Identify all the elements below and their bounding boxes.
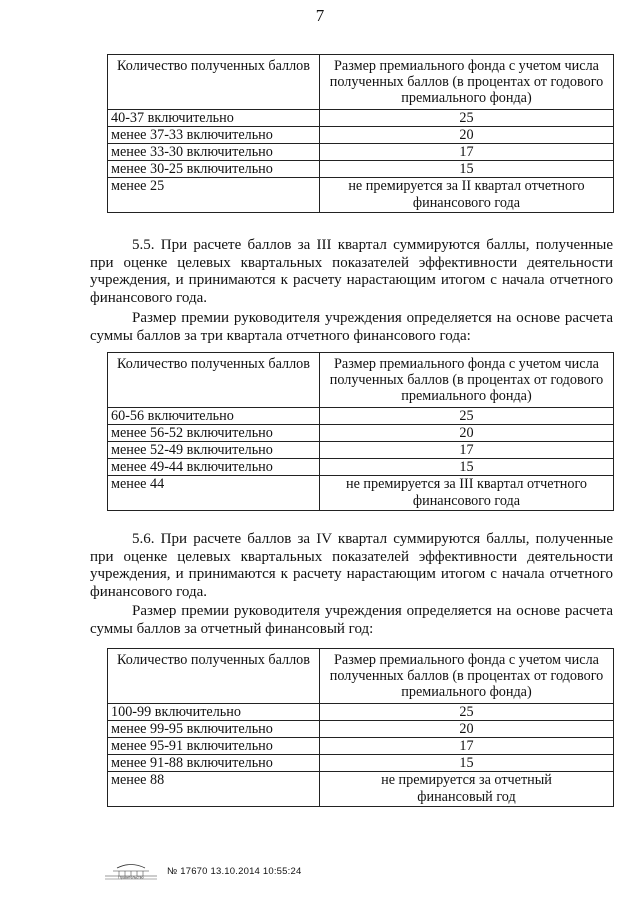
row-value: не премируется за II квартал отчетного финансового года: [320, 178, 614, 213]
row-range: менее 33-30 включительно: [108, 144, 320, 161]
row-range: менее 37-33 включительно: [108, 127, 320, 144]
paragraph-5-5-size: Размер премии руководителя учреждения определяется на основе расчета суммы баллов за три квартала отчетного финансового года:: [90, 310, 613, 344]
table-header-row: [108, 55, 614, 110]
row-value: не премируется за отчетный финансовый год: [320, 772, 614, 807]
table-row: [108, 442, 614, 459]
row-value: 17: [320, 442, 614, 459]
paragraph-5-6: 5.6. При расчете баллов за IV квартал суммируются баллы, полученные при оценке целевых квартальных показателей эффективности деятельности учреждения, и принимаются к расчету нарастающим итогом с начала отчетного финансового года.: [90, 531, 613, 600]
table-row: [108, 178, 614, 213]
document-footer: [103, 862, 301, 880]
table-row: [108, 408, 614, 425]
registration-stamp: № 17670 13.10.2014 10:55:24: [167, 865, 302, 877]
header-points: Количество полученных баллов: [108, 353, 320, 408]
row-range: менее 44: [108, 476, 320, 511]
bonus-table-q3: [107, 352, 614, 511]
row-range: менее 99-95 включительно: [108, 721, 320, 738]
header-fund-size: Размер премиального фонда с учетом числа полученных баллов (в процентах от годового премиального фонда): [320, 649, 614, 704]
table-row: [108, 721, 614, 738]
table-header-row: [108, 649, 614, 704]
page-number: 7: [315, 6, 325, 25]
table-row: [108, 127, 614, 144]
bonus-table-q4: [107, 648, 614, 807]
row-value: 17: [320, 738, 614, 755]
row-value: 20: [320, 425, 614, 442]
table-row: [108, 144, 614, 161]
row-range: менее 56-52 включительно: [108, 425, 320, 442]
table-row: [108, 704, 614, 721]
row-range: 100-99 включительно: [108, 704, 320, 721]
row-value: 25: [320, 408, 614, 425]
table-row: [108, 459, 614, 476]
table-row: [108, 110, 614, 127]
row-value: 15: [320, 459, 614, 476]
row-value: 25: [320, 704, 614, 721]
row-value: 20: [320, 127, 614, 144]
bonus-table-q2: [107, 54, 614, 213]
government-logo-icon: [103, 862, 159, 880]
row-range: менее 25: [108, 178, 320, 213]
row-value: не премируется за III квартал отчетного финансового года: [320, 476, 614, 511]
table-row: [108, 738, 614, 755]
row-value: 17: [320, 144, 614, 161]
header-points: Количество полученных баллов: [108, 649, 320, 704]
paragraph-5-5: 5.5. При расчете баллов за III квартал суммируются баллы, полученные при оценке целевых квартальных показателей эффективности деятельности учреждения, и принимаются к расчету нарастающим итогом с начала отчетного финансового года.: [90, 237, 613, 306]
table-row: [108, 161, 614, 178]
header-fund-size: Размер премиального фонда с учетом числа полученных баллов (в процентах от годового премиального фонда): [320, 353, 614, 408]
svg-text:Правительство: Правительство: [118, 875, 144, 880]
row-value: 15: [320, 161, 614, 178]
table-row: [108, 755, 614, 772]
table-row: [108, 476, 614, 511]
table-row: [108, 772, 614, 807]
row-value: 25: [320, 110, 614, 127]
row-range: 60-56 включительно: [108, 408, 320, 425]
row-range: менее 52-49 включительно: [108, 442, 320, 459]
table-row: [108, 425, 614, 442]
header-points: Количество полученных баллов: [108, 55, 320, 110]
row-range: менее 49-44 включительно: [108, 459, 320, 476]
row-range: менее 91-88 включительно: [108, 755, 320, 772]
row-range: менее 88: [108, 772, 320, 807]
row-range: 40-37 включительно: [108, 110, 320, 127]
row-range: менее 95-91 включительно: [108, 738, 320, 755]
row-value: 15: [320, 755, 614, 772]
table-header-row: [108, 353, 614, 408]
government-logo-graphic: [103, 862, 159, 880]
paragraph-5-6-size: Размер премии руководителя учреждения определяется на основе расчета суммы баллов за отчетный финансовый год:: [90, 603, 613, 637]
header-fund-size: Размер премиального фонда с учетом числа полученных баллов (в процентах от годового премиального фонда): [320, 55, 614, 110]
row-value: 20: [320, 721, 614, 738]
row-range: менее 30-25 включительно: [108, 161, 320, 178]
